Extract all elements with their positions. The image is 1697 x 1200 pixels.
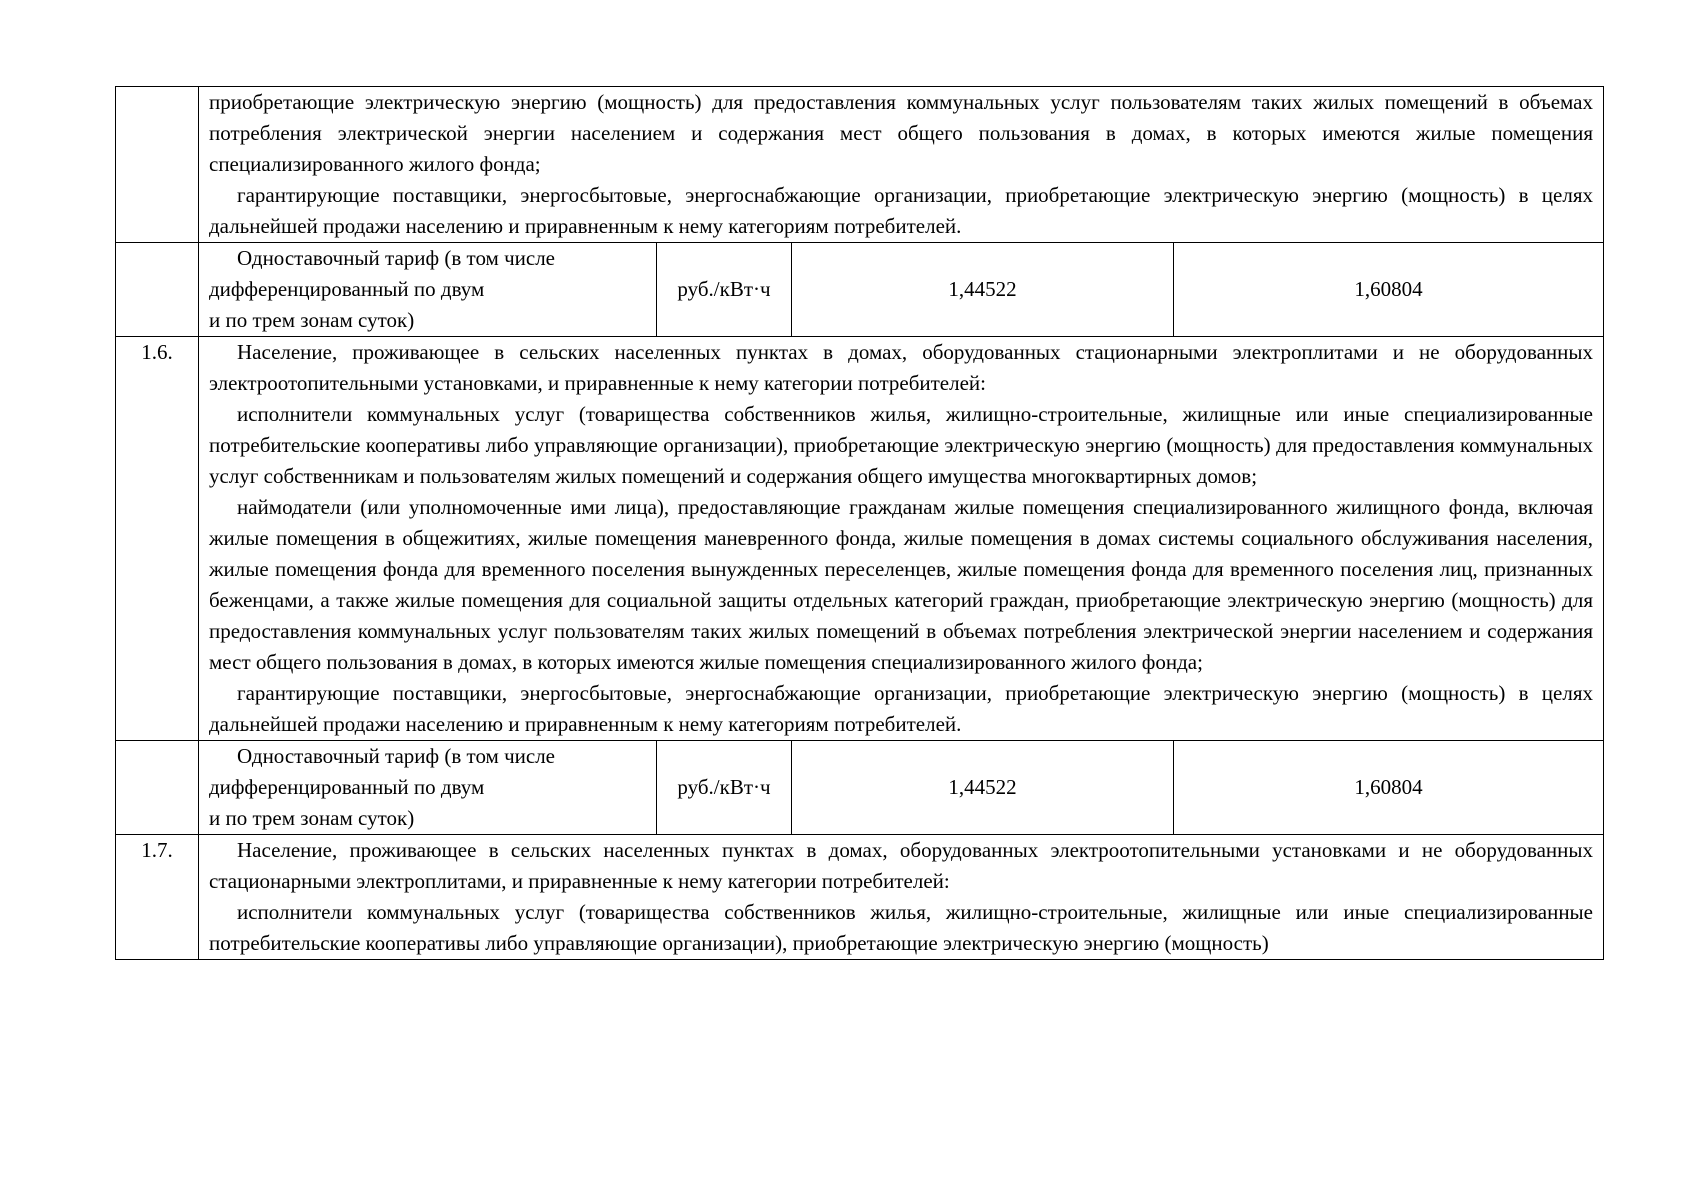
paragraph: исполнители коммунальных услуг (товарищества собственников жилья, жилищно-строительные, жилищные или иные специализированные потребительские кооперативы либо управляющие организации), приобретающие электрическую энергию (мощность) [209, 900, 1593, 955]
rate-label-line: и по трем зонам суток) [209, 308, 415, 332]
paragraph: гарантирующие поставщики, энергосбытовые, энергоснабжающие организации, приобретающие электрическую энергию (мощность) в целях дальнейшей продажи населению и приравненным к нему категориям потребителей. [209, 681, 1593, 736]
tariff-table [115, 86, 1604, 960]
row-number-empty [116, 243, 199, 337]
section-text-cell [199, 835, 1604, 960]
section-text-cell [199, 337, 1604, 741]
row-number: 1.6. [116, 337, 199, 741]
paragraph: наймодатели (или уполномоченные ими лица), предоставляющие гражданам жилые помещения специализированного жилищного фонда, включая жилые помещения в общежитиях, жилые помещения маневренного фонда, жилые помещения в домах системы социального обслуживания населения, жилые помещения фонда для временного поселения вынужденных переселенцев, жилые помещения фонда для временного поселения лиц, признанных беженцами, а также жилые помещения для социальной защиты отдельных категорий граждан, приобретающие электрическую энергию (мощность) для предоставления коммунальных услуг пользователям таких жилых помещений в объемах потребления электрической энергии населением и содержания мест общего пользования в домах, в которых имеются жилые помещения специализированного жилого фонда; [209, 495, 1593, 674]
rate-unit-cell: руб./кВт·ч [657, 243, 792, 337]
continuation-text-cell [199, 87, 1604, 243]
rate-label-cell [199, 741, 657, 835]
rate-value-first-half: 1,44522 [792, 243, 1174, 337]
paragraph: приобретающие электрическую энергию (мощность) для предоставления коммунальных услуг пользователям таких жилых помещений в объемах потребления электрической энергии населением и содержания мест общего пользования в домах, в которых имеются жилые помещения специализированного жилого фонда; [209, 90, 1593, 176]
table-row-rate [116, 741, 1604, 835]
row-number-empty [116, 87, 199, 243]
table-row-continuation [116, 87, 1604, 243]
rate-label-line: дифференцированный по двум [209, 277, 485, 301]
paragraph: Население, проживающее в сельских населенных пунктах в домах, оборудованных стационарными электроплитами и не оборудованных электроотопительными установками, и приравненные к нему категории потребителей: [209, 340, 1593, 395]
paragraph: гарантирующие поставщики, энергосбытовые, энергоснабжающие организации, приобретающие электрическую энергию (мощность) в целях дальнейшей продажи населению и приравненным к нему категориям потребителей. [209, 183, 1593, 238]
rate-value-second-half: 1,60804 [1174, 741, 1604, 835]
row-number-empty [116, 741, 199, 835]
table-row-section [116, 337, 1604, 741]
table-row-section [116, 835, 1604, 960]
row-number: 1.7. [116, 835, 199, 960]
rate-value-second-half: 1,60804 [1174, 243, 1604, 337]
rate-unit-cell: руб./кВт·ч [657, 741, 792, 835]
rate-label-line: и по трем зонам суток) [209, 806, 415, 830]
paragraph: Население, проживающее в сельских населенных пунктах в домах, оборудованных электроотопительными установками и не оборудованных стационарными электроплитами, и приравненные к нему категории потребителей: [209, 838, 1593, 893]
rate-label-cell [199, 243, 657, 337]
paragraph: исполнители коммунальных услуг (товарищества собственников жилья, жилищно-строительные, жилищные или иные специализированные потребительские кооперативы либо управляющие организации), приобретающие электрическую энергию (мощность) для предоставления коммунальных услуг собственникам и пользователям жилых помещений и содержания общего имущества многоквартирных домов; [209, 402, 1593, 488]
rate-label-line: Одноставочный тариф (в том числе [237, 246, 556, 270]
rate-value-first-half: 1,44522 [792, 741, 1174, 835]
rate-label-line: дифференцированный по двум [209, 775, 485, 799]
table-row-rate [116, 243, 1604, 337]
rate-label-line: Одноставочный тариф (в том числе [237, 744, 556, 768]
